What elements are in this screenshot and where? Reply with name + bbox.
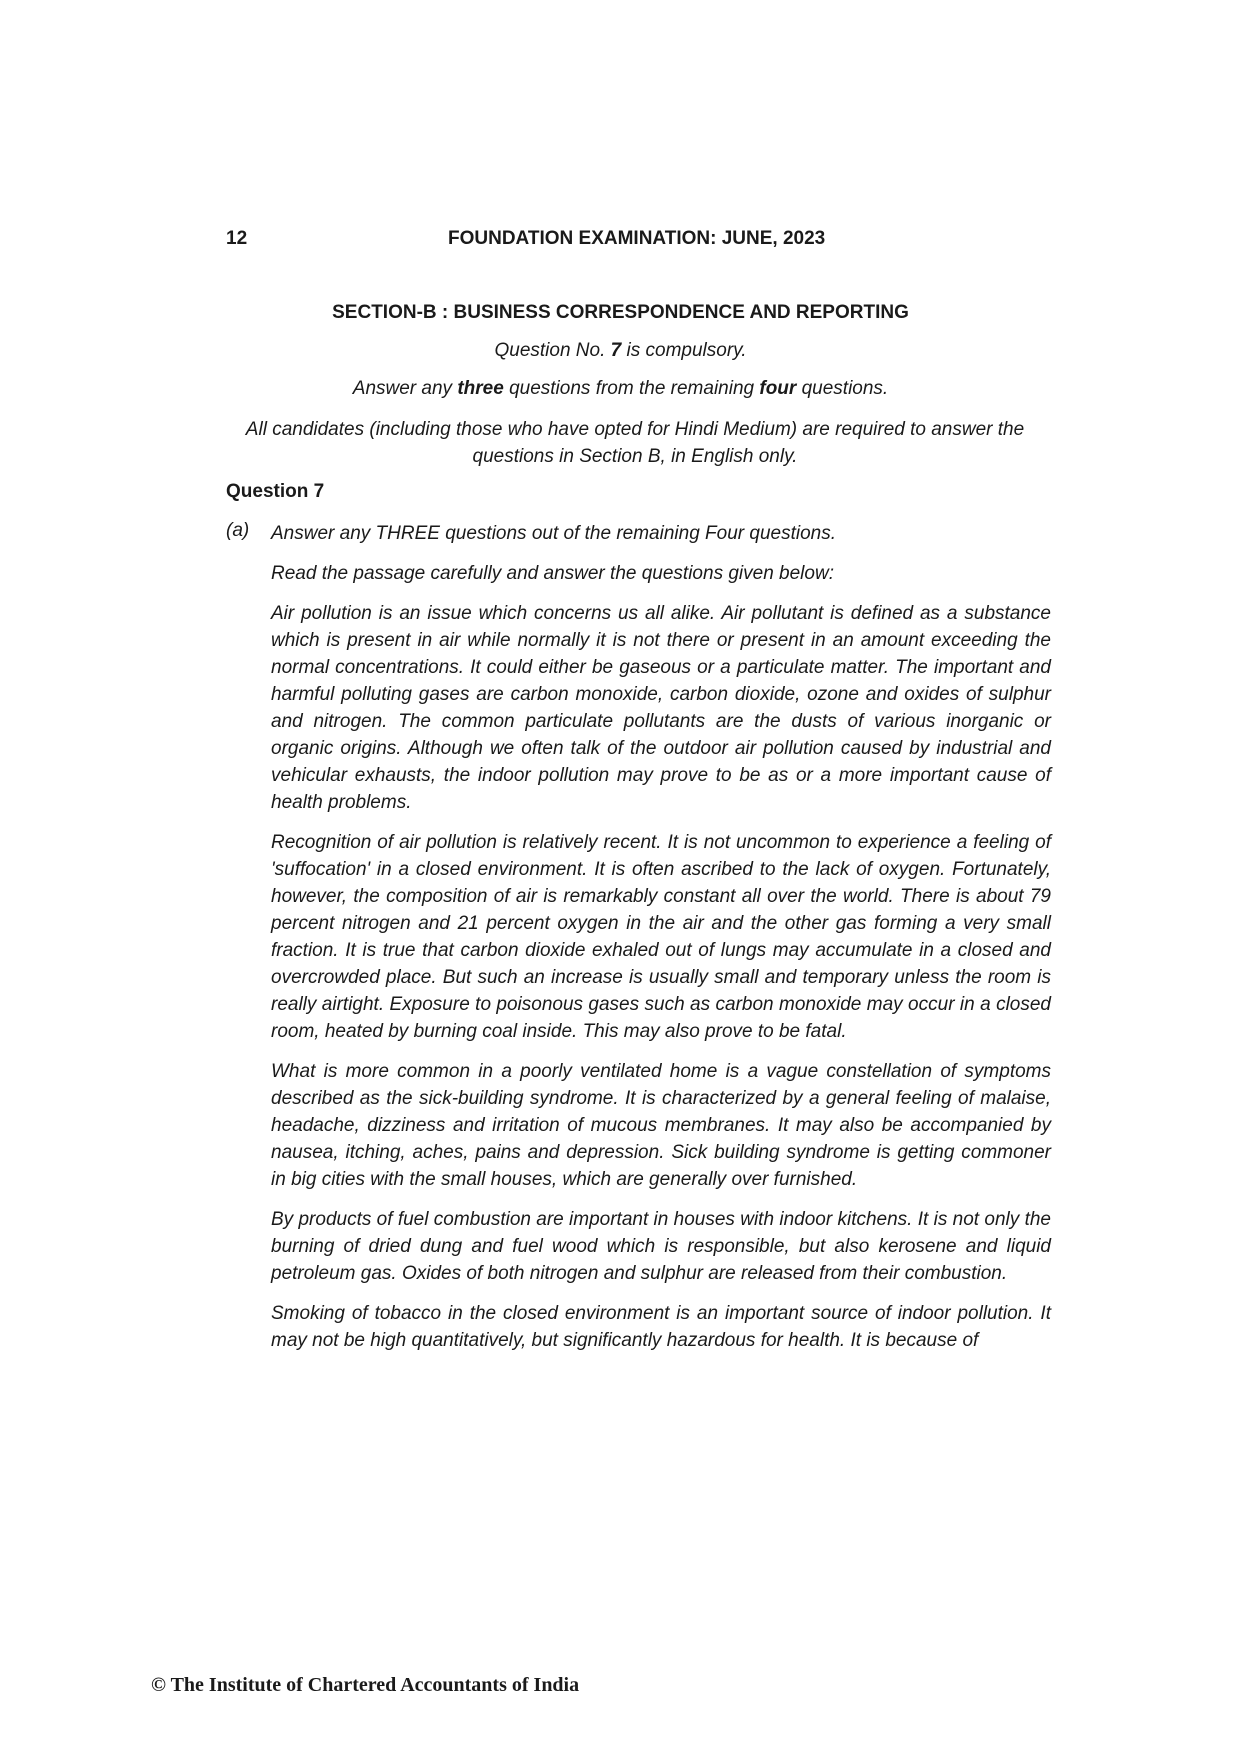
question-heading: Question 7 <box>226 481 325 502</box>
passage-paragraph: What is more common in a poorly ventilated home is a vague constellation of symptoms described as the sick-building syndrome. It is characterized by a general feeling of malaise, headache, dizziness and irritation of mucous membranes. It may also be accompanied by nausea, itching, aches, pains and depression. Sick building syndrome is getting commoner in big cities with the small houses, which are generally over furnished. <box>271 1061 1051 1190</box>
part-label: (a) <box>226 520 250 541</box>
passage-paragraph: Recognition of air pollution is relatively recent. It is not uncommon to experience a feeling of 'suffocation' in a closed environment. It is often ascribed to the lack of oxygen. Fortunately, however, the composition of air is remarkably constant all over the world. There is about 79 percent nitrogen and 21 percent oxygen in the air and the other gas forming a very small fraction. It is true that carbon dioxide exhaled out of lungs may accumulate in a closed and overcrowded place. But such an increase is usually small and temporary unless the room is really airtight. Exposure to poisonous gases such as carbon monoxide may occur in a closed room, heated by burning coal inside. This may also prove to be fatal. <box>271 832 1051 1042</box>
compulsory-note: Question No. 7 is compulsory. <box>494 340 747 361</box>
passage-paragraph: By products of fuel combustion are important in houses with indoor kitchens. It is not only the burning of dried dung and fuel wood which is responsible, but also kerosene and liquid petroleum gas. Oxides of both nitrogen and sulphur are released from their combustion. <box>271 1209 1051 1284</box>
section-title: SECTION-B : BUSINESS CORRESPONDENCE AND REPORTING <box>332 302 909 323</box>
running-title: FOUNDATION EXAMINATION: JUNE, 2023 <box>448 228 826 249</box>
language-note: All candidates (including those who have opted for Hindi Medium) are required to answer the questions in Section B, in English only. <box>245 419 1025 467</box>
instruction-line: Answer any THREE questions out of the remaining Four questions. <box>271 523 837 544</box>
copyright-footer: © The Institute of Chartered Accountants of India <box>151 1674 580 1696</box>
passage-paragraph: Air pollution is an issue which concerns us all alike. Air pollutant is defined as a substance which is present in air while normally it is not there or present in an amount exceeding the normal concentrations. It could either be gaseous or a particulate matter. The important and harmful polluting gases are carbon monoxide, carbon dioxide, ozone and oxides of sulphur and nitrogen. The common particulate pollutants are the dusts of various inorganic or organic origins. Although we often talk of the outdoor air pollution caused by industrial and vehicular exhausts, the indoor pollution may prove to be as or a more important cause of health problems. <box>271 603 1051 813</box>
read-prompt: Read the passage carefully and answer the questions given below: <box>271 563 834 584</box>
page-number: 12 <box>226 228 248 249</box>
passage-paragraph: Smoking of tobacco in the closed environment is an important source of indoor pollution. It may not be high quantitatively, but significantly hazardous for health. It is because of <box>271 1303 1051 1351</box>
question-content <box>271 520 1051 1367</box>
choice-note: Answer any three questions from the remaining four questions. <box>352 378 889 399</box>
